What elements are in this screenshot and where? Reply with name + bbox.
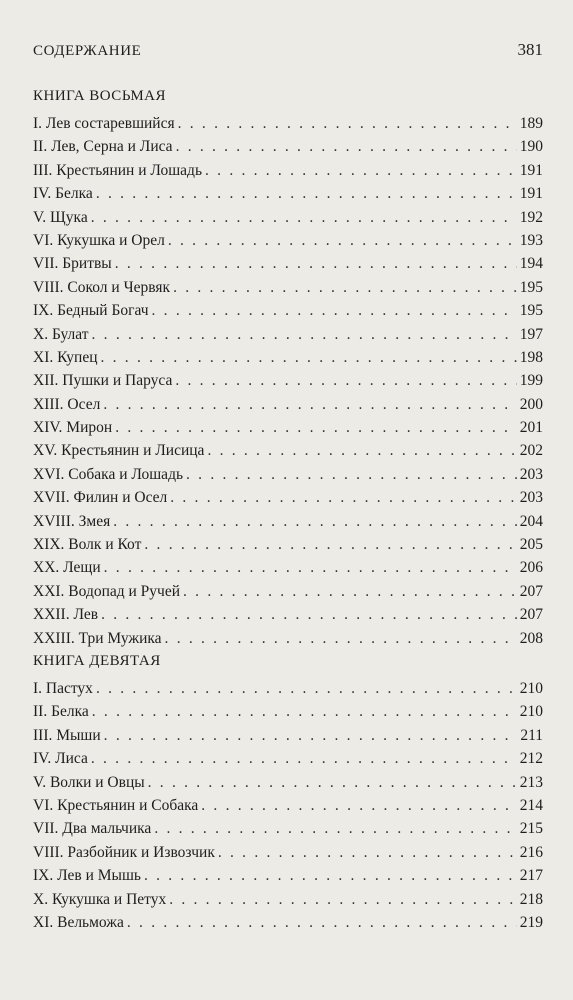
dot-leader — [205, 159, 517, 182]
dot-leader — [113, 510, 517, 533]
entry-page-number: 190 — [519, 138, 543, 156]
entry-page-number: 195 — [519, 278, 543, 296]
entry-title: IX. Бедный Богач — [33, 302, 149, 320]
entry-page-number: 207 — [519, 606, 543, 624]
entry-title: VI. Кукушка и Орел — [33, 231, 165, 249]
toc-entry[interactable] — [33, 747, 543, 770]
entry-page-number: 198 — [519, 348, 543, 366]
entry-page-number: 203 — [519, 465, 543, 483]
entry-title: VIII. Сокол и Червяк — [33, 278, 171, 296]
toc-entry[interactable] — [33, 794, 543, 817]
entry-title: XX. Лещи — [33, 559, 101, 577]
entry-title: III. Крестьянин и Лошадь — [33, 161, 203, 179]
dot-leader — [104, 556, 517, 579]
dot-leader — [178, 112, 517, 135]
toc-entry[interactable] — [33, 416, 543, 439]
entry-title: XI. Купец — [33, 348, 98, 366]
toc-entry[interactable] — [33, 182, 543, 205]
entry-title: XXIII. Три Мужика — [33, 629, 162, 647]
toc-entry[interactable] — [33, 841, 543, 864]
toc-list — [33, 677, 543, 934]
entry-title: VII. Бритвы — [33, 255, 112, 273]
entry-title: II. Белка — [33, 703, 89, 721]
dot-leader — [168, 229, 517, 252]
toc-entry[interactable] — [33, 463, 543, 486]
dot-leader — [104, 724, 518, 747]
entry-page-number: 191 — [519, 185, 543, 203]
toc-entry[interactable] — [33, 888, 543, 911]
book-title: КНИГА ДЕВЯТАЯ — [33, 653, 161, 669]
toc-entry[interactable] — [33, 346, 543, 369]
dot-leader — [207, 439, 516, 462]
entry-title: XI. Вельможа — [33, 913, 124, 931]
entry-page-number: 202 — [519, 442, 543, 460]
dot-leader — [96, 182, 517, 205]
entry-page-number: 193 — [519, 231, 543, 249]
entry-title: XII. Пушки и Паруса — [33, 372, 173, 390]
entry-title: II. Лев, Серна и Лиса — [33, 138, 173, 156]
entry-page-number: 208 — [519, 629, 543, 647]
book-title: КНИГА ВОСЬМАЯ — [33, 88, 167, 104]
dot-leader — [165, 627, 517, 650]
toc-entry[interactable] — [33, 135, 543, 158]
dot-leader — [183, 580, 517, 603]
toc-entry[interactable] — [33, 580, 543, 603]
dot-leader — [91, 747, 517, 770]
entry-title: XVII. Филин и Осел — [33, 489, 168, 507]
entry-title: VI. Крестьянин и Собака — [33, 796, 199, 814]
entry-page-number: 219 — [519, 913, 543, 931]
entry-page-number: 200 — [519, 395, 543, 413]
dot-leader — [148, 771, 517, 794]
entry-page-number: 205 — [519, 536, 543, 554]
dot-leader — [186, 463, 517, 486]
entry-page-number: 199 — [519, 372, 543, 390]
dot-leader — [103, 393, 516, 416]
dot-leader — [154, 817, 516, 840]
entry-title: XXII. Лев — [33, 606, 99, 624]
dot-leader — [176, 135, 517, 158]
entry-page-number: 214 — [519, 796, 543, 814]
dot-leader — [173, 276, 517, 299]
toc-entry[interactable] — [33, 533, 543, 556]
dot-leader — [96, 677, 517, 700]
toc-entry[interactable] — [33, 864, 543, 887]
entry-page-number: 218 — [519, 890, 543, 908]
dot-leader — [91, 206, 517, 229]
entry-page-number: 217 — [519, 867, 543, 885]
entry-title: XIX. Волк и Кот — [33, 536, 142, 554]
dot-leader — [92, 700, 517, 723]
dot-leader — [152, 299, 517, 322]
toc-entry[interactable] — [33, 486, 543, 509]
entry-page-number: 189 — [519, 115, 543, 132]
toc-entry[interactable] — [33, 299, 543, 322]
toc-entry[interactable] — [33, 510, 543, 533]
entry-page-number: 197 — [519, 325, 543, 343]
toc-entry[interactable] — [33, 817, 543, 840]
toc-entry[interactable] — [33, 252, 543, 275]
entry-title: V. Волки и Овцы — [33, 773, 145, 791]
entry-title: XVI. Собака и Лошадь — [33, 465, 184, 483]
toc-list — [33, 112, 543, 650]
entry-page-number: 213 — [519, 773, 543, 791]
entry-title: I. Пастух — [33, 680, 93, 697]
dot-leader — [201, 794, 516, 817]
dot-leader — [115, 252, 517, 275]
entry-page-number: 210 — [519, 680, 543, 697]
entry-page-number: 195 — [519, 302, 543, 320]
entry-page-number: 192 — [519, 208, 543, 226]
running-head — [33, 40, 543, 60]
dot-leader — [144, 533, 516, 556]
entry-title: I. Лев состаревшийся — [33, 115, 175, 132]
entry-title: XIV. Мирон — [33, 419, 113, 437]
toc-entry[interactable] — [33, 911, 543, 934]
page-number: 381 — [517, 40, 543, 59]
toc-entry[interactable] — [33, 393, 543, 416]
dot-leader — [127, 911, 517, 934]
toc-entry[interactable] — [33, 229, 543, 252]
entry-page-number: 211 — [520, 726, 543, 744]
toc-entry[interactable] — [33, 627, 543, 650]
dot-leader — [144, 864, 517, 887]
toc-entry[interactable] — [33, 276, 543, 299]
dot-leader — [115, 416, 517, 439]
entry-title: XV. Крестьянин и Лисица — [33, 442, 205, 460]
entry-page-number: 207 — [519, 582, 543, 600]
entry-title: XXI. Водопад и Ручей — [33, 582, 181, 600]
toc-entry[interactable] — [33, 724, 543, 747]
toc-entry[interactable] — [33, 439, 543, 462]
entry-title: IV. Белка — [33, 185, 93, 203]
entry-page-number: 206 — [519, 559, 543, 577]
entry-title: X. Булат — [33, 325, 89, 343]
toc-entry[interactable] — [33, 159, 543, 182]
dot-leader — [101, 603, 517, 626]
entry-page-number: 216 — [519, 843, 543, 861]
entry-title: IV. Лиса — [33, 750, 88, 768]
entry-title: X. Кукушка и Петух — [33, 890, 167, 908]
entry-page-number: 215 — [519, 820, 543, 838]
running-title: СОДЕРЖАНИЕ — [33, 43, 142, 59]
entry-page-number: 194 — [519, 255, 543, 273]
toc-entry[interactable] — [33, 700, 543, 723]
dot-leader — [101, 346, 517, 369]
toc-entry[interactable] — [33, 771, 543, 794]
toc-entry[interactable] — [33, 603, 543, 626]
entry-title: VIII. Разбойник и Извозчик — [33, 843, 215, 861]
book-section-eight — [33, 85, 543, 650]
entry-page-number: 212 — [519, 750, 543, 768]
entry-page-number: 210 — [519, 703, 543, 721]
toc-entry[interactable] — [33, 369, 543, 392]
entry-page-number: 201 — [519, 419, 543, 437]
book-section-nine — [33, 650, 543, 934]
dot-leader — [169, 888, 517, 911]
dot-leader — [92, 323, 517, 346]
entry-title: XVIII. Змея — [33, 512, 111, 530]
toc-entry[interactable] — [33, 556, 543, 579]
toc-entry[interactable] — [33, 323, 543, 346]
dot-leader — [175, 369, 516, 392]
entry-page-number: 203 — [519, 489, 543, 507]
entry-page-number: 204 — [519, 512, 543, 530]
toc-entry[interactable] — [33, 677, 543, 700]
entry-title: IX. Лев и Мышь — [33, 867, 141, 885]
entry-title: III. Мыши — [33, 726, 101, 744]
toc-entry[interactable] — [33, 206, 543, 229]
entry-title: V. Щука — [33, 208, 88, 226]
entry-title: XIII. Осел — [33, 395, 101, 413]
dot-leader — [218, 841, 517, 864]
entry-page-number: 191 — [519, 161, 543, 179]
dot-leader — [170, 486, 517, 509]
toc-entry[interactable] — [33, 112, 543, 135]
entry-title: VII. Два мальчика — [33, 820, 152, 838]
